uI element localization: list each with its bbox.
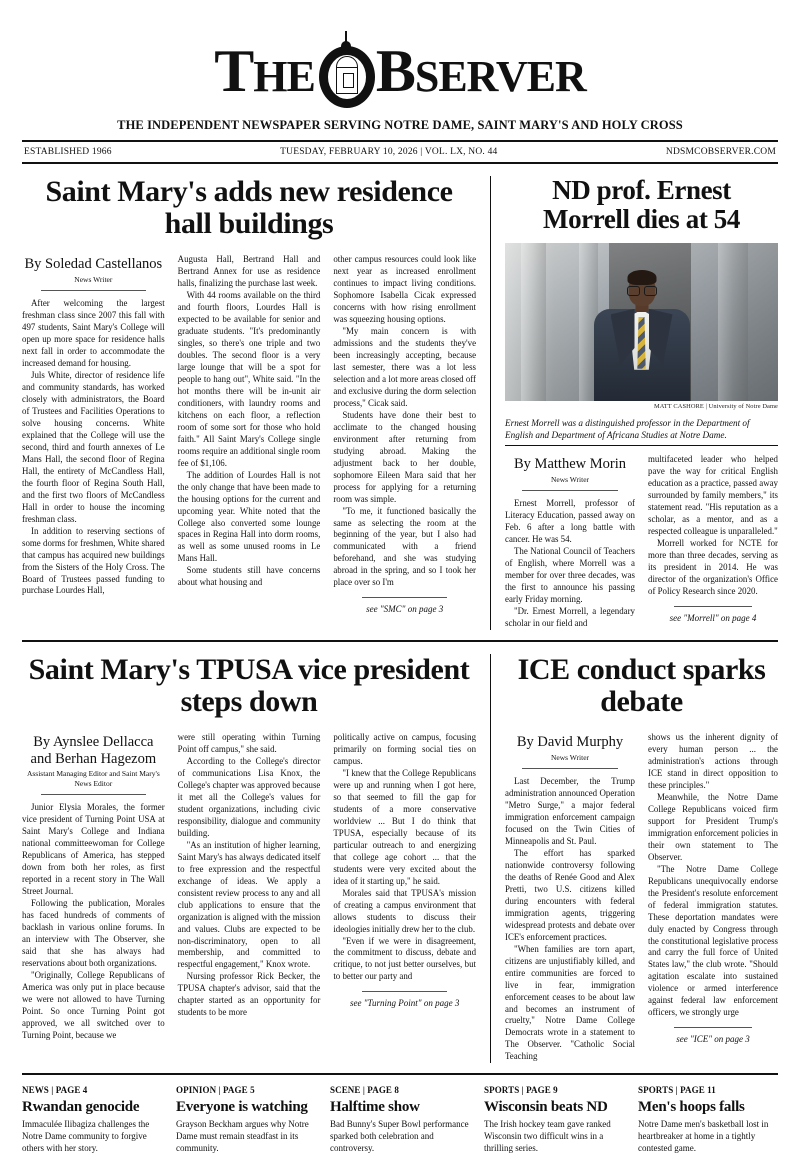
paragraph: Morrell worked for NCTE for more than three decades, serving as its president in 2014. He was director of the organization's Office of Policy Research since 2020. bbox=[648, 537, 778, 596]
paragraph: The National Council of Teachers of English, where Morrell was a member for over three decades, was the first to announce his passing early Friday morning. bbox=[505, 546, 635, 604]
website-label[interactable]: NDSMCOBSERVER.COM bbox=[665, 147, 776, 157]
morrell-photo bbox=[505, 243, 778, 401]
paragraph: "The Notre Dame College Republicans unequivocally endorse the President's resolute enforcement of federal immigration statutes. These deportation mandates were duly enacted by Congress through the constitutional legislative process and carry the full force of United States law," the club wrote. "Should agitation escalate into sustained violence or armed interference against federal law enforcement officers, we strongly urge bbox=[648, 863, 778, 1018]
paragraph: After welcoming the largest freshman class since 2007 this fall with 497 students, Saint Mary's College will open up more space for residence halls next fall in order to accommodate the increased demand for housing. bbox=[22, 298, 165, 369]
teaser-description: Grayson Beckham argues why Notre Dame must remain steadfast in its community. bbox=[176, 1119, 309, 1154]
paragraph: "Even if we were in disagreement, the commitment to discuss, debate and critique, to not just better ourselves, but to better our party and bbox=[333, 935, 477, 982]
ice-article[interactable] bbox=[491, 654, 778, 1063]
teaser-title[interactable]: Halftime show bbox=[330, 1099, 420, 1116]
teaser-description: Immaculée Ilibagiza challenges the Notre Dame community to forgive others with her story. bbox=[22, 1119, 150, 1154]
byline-divider bbox=[41, 794, 147, 795]
byline-divider bbox=[522, 490, 618, 491]
dateline-label: TUESDAY, FEBRUARY 10, 2026 | VOL. LX, NO. 44 bbox=[280, 147, 498, 157]
teaser-title[interactable]: Wisconsin beats ND bbox=[484, 1099, 608, 1116]
teaser-kicker: OPINION | PAGE 5 bbox=[176, 1085, 255, 1096]
golden-dome-icon bbox=[319, 34, 375, 108]
paragraph: According to the College's director of communications Lisa Knox, the College's chapter was approved because it met all the College's values for student organizations, including civic responsibility, dialogue and community building. bbox=[177, 755, 321, 838]
paragraph: were still operating within Turning Point off campus," she said. bbox=[177, 732, 321, 755]
paragraph: With 44 rooms available on the third and fourth floors, Lourdes Hall is expected to be available for senior and graduate students. "It's predominantly singles, so there's one triple and two doubles. The second floor is a very large lounge that will be a spot for people to hang out", White said. "In the hot months there will be in-unit air conditioners, with laundry rooms and kitchens on each floor, a reflection room of some sort for those who hold faith." All Saint Mary's College single rooms require an additional single room fee of $1,106. bbox=[177, 290, 321, 468]
lead-article-jumpline[interactable]: see "SMC" on page 3 bbox=[366, 604, 444, 615]
lead-article[interactable] bbox=[22, 176, 490, 630]
morrell-article-byline: By Matthew Morin bbox=[514, 456, 626, 473]
tpusa-article[interactable] bbox=[22, 654, 490, 1063]
ice-article-byline: By David Murphy bbox=[516, 734, 624, 751]
ice-article-byline-box bbox=[505, 734, 635, 769]
tpusa-article-byline-box bbox=[22, 734, 165, 795]
ice-article-byline-role: News Writer bbox=[550, 752, 590, 762]
morrell-article-column-2 bbox=[648, 454, 778, 630]
paragraph: Some students still have concerns about what housing and bbox=[177, 565, 321, 588]
teaser-description: Notre Dame men's basketball lost in heartbreaker at home in a tightly contested game. bbox=[638, 1119, 769, 1154]
morrell-article-column-1 bbox=[505, 454, 635, 630]
lead-article-column-1 bbox=[22, 254, 165, 614]
paragraph: In addition to reserving sections of some dorms for freshmen, White shared that campus has acquired new buildings from the Sisters of the Holy Cross. The Board of Trustees passed funding to purchase Lourdes Hall, bbox=[22, 525, 165, 596]
paragraph: "Originally, College Republicans of America was only put in place because we were not allowed to have Turning Point. So once Turning Point got approved, we all switched over to Turning Point, because we bbox=[22, 969, 165, 1040]
morrell-photo-caption: Ernest Morrell was a distinguished professor in the Department of English and Department of Africana Studies at Notre Dame. bbox=[505, 418, 750, 441]
lead-article-byline-box bbox=[22, 256, 165, 291]
masthead-infobar bbox=[22, 142, 778, 162]
masthead-title[interactable] bbox=[22, 34, 778, 108]
morrell-photo-wrap bbox=[505, 243, 778, 411]
tpusa-article-column-3 bbox=[333, 732, 476, 1041]
teaser-title[interactable]: Rwandan genocide bbox=[22, 1099, 140, 1116]
paragraph: "When families are torn apart, citizens are unjustifiably killed, and entire communities are forced to live in fear, immigration enforcement ceases to be about law and becomes an instrument of cruelty," Notre Dame College Democrats wrote in a statement to The Observer. "Catholic Social Teaching bbox=[505, 943, 635, 1062]
masthead-title-rest: BSERVER bbox=[375, 38, 586, 104]
morrell-article[interactable] bbox=[491, 176, 778, 630]
jump-divider bbox=[362, 597, 448, 598]
paragraph: other campus resources could look like next year as increased enrollment continues to impact living conditions. Sophomore Isabella Cicak expressed concerns with how rising enrollment was squeezing housing options. bbox=[333, 254, 477, 325]
teaser-news[interactable] bbox=[22, 1085, 162, 1155]
teaser-kicker: SPORTS | PAGE 9 bbox=[484, 1085, 558, 1096]
paragraph: "I knew that the College Republicans were up and running when I got here, so that seemed to fill the gap for students of a more conservative worldview ... But I do think that TPUSA, especially because of its particular outreach to and energizing that college age cohort ... that the students were very excited about the idea of it starting up," he said. bbox=[333, 767, 477, 886]
ice-article-column-1 bbox=[505, 732, 635, 1063]
paragraph: The effort has sparked nationwide controversy following the deaths of Renée Good and Alex Pretti, two U.S. citizens killed during encounters with federal immigration agents, triggering widespread protests and debate over ICE's enforcement practices. bbox=[505, 847, 635, 942]
paragraph: Morales said that TPUSA's mission of creating a campus environment that allows students to discuss their ideologies initially drew her to the club. bbox=[333, 887, 477, 934]
paragraph: Students have done their best to acclimate to the changed housing environment after returning from studying abroad. Making the adjustment back to her double, sophomore Eileen Mara said that her process for applying for a returning room was simple. bbox=[333, 409, 477, 504]
lead-article-byline: By Soledad Castellanos bbox=[24, 256, 163, 273]
lead-article-column-3 bbox=[333, 254, 476, 614]
teaser-title[interactable]: Everyone is watching bbox=[176, 1099, 308, 1116]
established-label: ESTABLISHED 1966 bbox=[24, 147, 112, 157]
paragraph: Juls White, director of residence life and community standards, has worked closely with administrators, the Board of Trustees and Facilities Operations to solve housing concerns. White explained that the College will use the second, third and fourth annexes of Le Mans Hall, the second floor of Regina Hall, the entirety of McCandless Hall, the fourth floor of Regina South Hall, and the first two floors of McCandless Hall in order to house the incoming freshman class. bbox=[22, 370, 165, 524]
paragraph: Last December, the Trump administration announced Operation "Metro Surge," a major federal immigration enforcement campaign focused on the Twin Cities of Minneapolis and St. Paul. bbox=[505, 776, 635, 846]
paragraph: Ernest Morrell, professor of Literacy Education, passed away on Feb. 6 after a long battle with cancer. He was 54. bbox=[505, 498, 635, 545]
morrell-article-byline-role: News Writer bbox=[550, 474, 590, 484]
jump-divider bbox=[674, 1027, 752, 1028]
morrell-photo-credit: MATT CASHORE | University of Notre Dame bbox=[654, 403, 778, 411]
paragraph: Meanwhile, the Notre Dame College Republicans voiced firm support for President Trump's immigration enforcement policies in their own statement to The Observer. bbox=[648, 791, 778, 862]
tpusa-article-column-2 bbox=[178, 732, 321, 1041]
tpusa-article-headline[interactable]: Saint Mary's TPUSA vice president steps down bbox=[28, 652, 470, 718]
paragraph: Following the publication, Morales has faced hundreds of comments of backlash in various online forums. In an interview with The Observer, she said that she has always had reservations about both organizations. bbox=[22, 897, 165, 968]
morrell-article-byline-box bbox=[505, 456, 635, 491]
paragraph: "Dr. Ernest Morrell, a legendary scholar in our field and bbox=[505, 605, 635, 628]
teaser-description: Bad Bunny's Super Bowl performance sparked both celebration and controversy. bbox=[330, 1119, 469, 1154]
teaser-sports-hockey[interactable] bbox=[484, 1085, 624, 1155]
jump-divider bbox=[362, 991, 448, 992]
tpusa-article-jumpline[interactable]: see "Turning Point" on page 3 bbox=[350, 998, 460, 1009]
middle-section bbox=[22, 642, 778, 1063]
paragraph: shows us the inherent dignity of every human person ... the administration's actions through ICE stand in direct opposition to these principles." bbox=[648, 732, 778, 790]
paragraph: "As an institution of higher learning, Saint Mary's has always dedicated itself to free expression and the respectful exchange of ideas. We apply a consistent review process to any and all club applications to ensure that the organization is aligned with the mission and values. Clubs are expected to be non-discriminatory, open to all membership, and committed to respectful engagement," Knox wrote. bbox=[177, 839, 321, 970]
top-section bbox=[22, 164, 778, 630]
paragraph: multifaceted leader who helped pave the way for critical English education as a practice, passed away surrounded by family members," its statement read. "His reputation as a scholar, as a mentor, and as a respected colleague is unparalleled." bbox=[648, 454, 778, 536]
eyeglasses-icon bbox=[627, 286, 657, 294]
teaser-title[interactable]: Men's hoops falls bbox=[638, 1099, 745, 1116]
paragraph: Junior Elysia Morales, the former vice president of Turning Point USA at Saint Mary's College and Indiana national committeewoman for College Republicans of America, has stepped down from both her roles, as first reported in a recent story in The Wall Street Journal. bbox=[22, 802, 165, 896]
masthead bbox=[22, 0, 778, 140]
caption-rule bbox=[505, 445, 778, 446]
paragraph: politically active on campus, focusing primarily on forming social ties on campus. bbox=[333, 732, 477, 766]
ice-article-jumpline[interactable]: see "ICE" on page 3 bbox=[676, 1034, 750, 1045]
paragraph: The addition of Lourdes Hall is not the only change that have been made to the housing options for the current and upcoming year. White noted that the College also converted some lounge spaces in Regina Hall into dorm rooms, as well as some unused rooms in Le Mans Hall. bbox=[177, 469, 321, 564]
ice-article-column-2 bbox=[648, 732, 778, 1063]
tpusa-article-column-1 bbox=[22, 732, 165, 1041]
lead-article-headline[interactable]: Saint Mary's adds new residence hall buildings bbox=[45, 175, 453, 241]
teaser-kicker: SCENE | PAGE 8 bbox=[330, 1085, 399, 1096]
teaser-kicker: SPORTS | PAGE 11 bbox=[638, 1085, 716, 1096]
jump-divider bbox=[674, 606, 752, 607]
tpusa-article-byline: By Aynslee Dellacca and Berhan Hagezom bbox=[30, 734, 157, 767]
paragraph: "My main concern is with admissions and the students they've been increasingly accepting, because last semester, there was a lot less selection and a lot more areas closed off and exclusive during the dorm selection process," Cicak said. bbox=[333, 326, 477, 408]
paragraph: "To me, it functioned basically the same as selecting the room at the beginning of the year, but I also had communicated with a friend beforehand, and she was studying abroad in the spring, and so I took her place over so I'm bbox=[333, 505, 477, 588]
masthead-title-the: THE bbox=[214, 38, 315, 104]
byline-divider bbox=[522, 768, 618, 769]
masthead-tagline: THE INDEPENDENT NEWSPAPER SERVING NOTRE DAME, SAINT MARY'S AND HOLY CROSS bbox=[117, 118, 683, 132]
paragraph: Nursing professor Rick Becker, the TPUSA chapter's advisor, said that the chapter started as an opportunity for students to be more bbox=[177, 971, 321, 1018]
byline-divider bbox=[41, 290, 147, 291]
morrell-article-jumpline[interactable]: see "Morrell" on page 4 bbox=[669, 612, 757, 623]
teaser-bar bbox=[22, 1075, 778, 1155]
teaser-kicker: NEWS | PAGE 4 bbox=[22, 1085, 88, 1096]
teaser-description: The Irish hockey team gave ranked Wisconsin two difficult wins in a thrilling series. bbox=[484, 1119, 611, 1154]
teaser-opinion[interactable] bbox=[176, 1085, 316, 1155]
ice-article-headline[interactable]: ICE conduct sparks debate bbox=[517, 652, 766, 718]
morrell-article-headline[interactable]: ND prof. Ernest Morrell dies at 54 bbox=[542, 175, 740, 234]
tpusa-article-byline-role: Assistant Managing Editor and Saint Mary's News Editor bbox=[26, 769, 160, 788]
paragraph: Augusta Hall, Bertrand Hall and Bertrand Annex for use as residence halls, finalizing the purchase last week. bbox=[177, 254, 321, 289]
teaser-sports-basketball[interactable] bbox=[638, 1085, 778, 1155]
lead-article-column-2 bbox=[178, 254, 321, 614]
teaser-scene[interactable] bbox=[330, 1085, 470, 1155]
lead-article-byline-role: News Writer bbox=[74, 274, 113, 284]
